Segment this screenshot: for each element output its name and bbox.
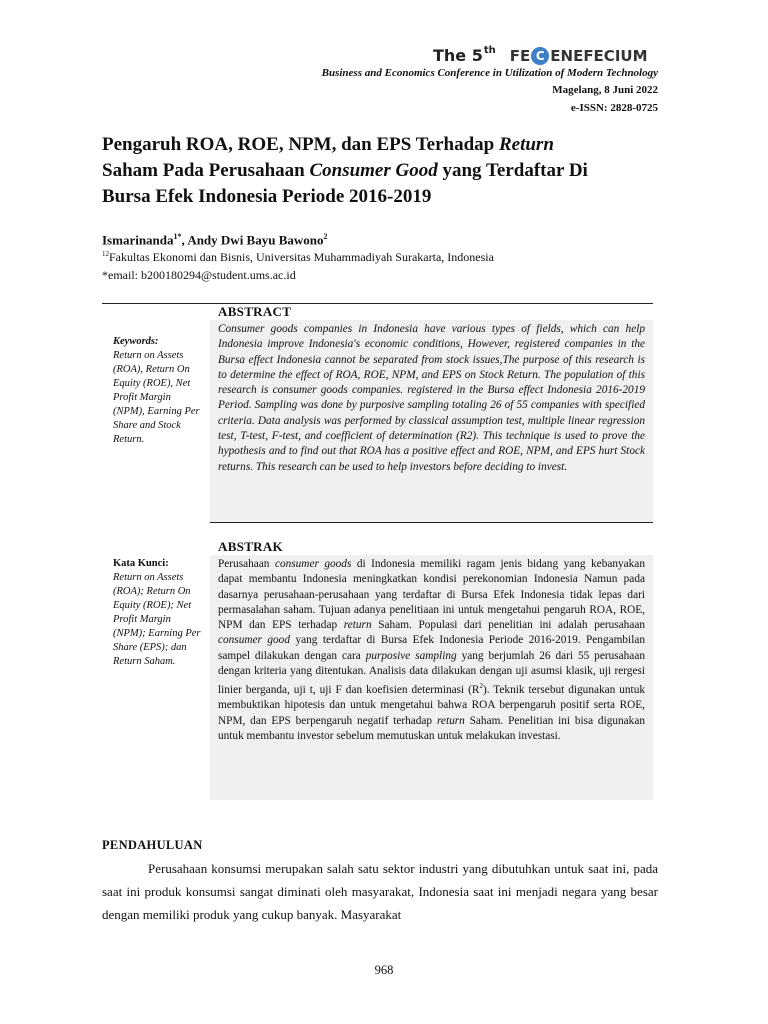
conference-date: Magelang, 8 Juni 2022 bbox=[552, 84, 658, 96]
logo-brand bbox=[510, 46, 648, 66]
logo-edition-suffix: th bbox=[483, 45, 496, 56]
section-heading-introduction: PENDAHULUAN bbox=[102, 838, 203, 852]
abstrak-text bbox=[210, 555, 653, 800]
author-1-sup: 1* bbox=[173, 232, 182, 241]
abstrak-t8: purposive sampling bbox=[365, 649, 457, 662]
conference-issn: e-ISSN: 2828-0725 bbox=[570, 102, 658, 114]
abstrak-t10: ). Teknik tersebut digunakan untuk membuktikan hipotesis dan untuk mengetahui bahwa ROA berpengaruh positif serta ROE, NPM, dan EPS berpengaruh negatif terhadap bbox=[218, 684, 645, 727]
kata-kunci-text: Return on Assets (ROA); Return On Equity (ROE); Net Profit Margin (NPM); Earning Per Share (EPS); dan Return Saham. bbox=[113, 572, 201, 667]
author-2: , Andy Dwi Bayu Bawono bbox=[181, 232, 324, 248]
title-line-2c: yang Terdaftar Di bbox=[437, 160, 588, 181]
author-list bbox=[102, 232, 328, 248]
keywords-label: Keywords: bbox=[113, 336, 159, 347]
title-line-1b: Return bbox=[498, 134, 554, 155]
keywords-text: Return on Assets (ROA), Return On Equity (ROE), Net Profit Margin (NPM), Earning Per Share and Stock Return. bbox=[113, 350, 200, 445]
introduction-text: Perusahaan konsumsi merupakan salah satu sektor industri yang dibutuhkan untuk saat ini, pada saat ini produk konsumsi sangat diminati oleh masyarakat, Indonesia saat ini menjadi negara yang besar dengan memiliki produk yang cukup banyak. Masyarakat bbox=[102, 861, 658, 922]
conference-logo bbox=[433, 40, 648, 66]
author-2-sup: 2 bbox=[323, 232, 328, 241]
page-number: 968 bbox=[374, 963, 394, 977]
abstract-heading: ABSTRACT bbox=[218, 304, 292, 319]
abstrak-t9: yang berjumlah 26 dari 55 perusahaan dengan kriteria yang ditentukan. Analisis data dilakukan dengan uji asumsi klasik, uji rergesi linier berganda, uji t, uji F dan koefisien determinasi (R bbox=[218, 649, 645, 697]
logo-brand-prefix: FE bbox=[509, 47, 531, 65]
abstrak-t2: consumer goods bbox=[274, 558, 352, 570]
author-1: Ismarinanda bbox=[102, 232, 174, 248]
abstrak-t5: Saham. Populasi dari penelitian ini adalah perusahaan bbox=[371, 619, 645, 632]
kata-kunci-block bbox=[113, 557, 205, 669]
conference-name: Business and Economics Conference in Utilization of Modern Technology bbox=[321, 67, 658, 79]
abstrak-t6: consumer good bbox=[218, 634, 290, 647]
abstrak-t11: return bbox=[436, 714, 465, 727]
affiliation bbox=[102, 250, 494, 265]
keywords-block bbox=[113, 335, 205, 447]
abstract-text: Consumer goods companies in Indonesia have various types of fields, which can help Indonesia improve Indonesia's economic conditions, However, registered companies in the Bursa effect Indonesia cannot be separated from stock issues,The purpose of this research is to determine the effect of ROA, ROE, NPM, and EPS on Stock Return. The population of this research is consumer goods companies. registered in the Bursa effect Indonesia 2016-2019 Period. Sampling was done by purposive sampling totaling 26 of 55 companies with specified criteria. Data analysis was performed by classical assumption test, multiple linear regression test, T-test, F-test, and coefficient of determination (R2). This technique is used to prove the hypothesis and to find out that ROA has a positive effect and ROE, NPM, and EPS hurt Stock returns. This research can be used to help investors before deciding to invest. bbox=[210, 320, 653, 522]
kata-kunci-label: Kata Kunci: bbox=[113, 558, 169, 569]
abstrak-t4: return bbox=[343, 619, 372, 632]
affiliation-text: Fakultas Ekonomi dan Bisnis, Universitas Muhammadiyah Surakarta, Indonesia bbox=[109, 250, 494, 264]
logo-brand-suffix: ENEFECIUM bbox=[550, 47, 648, 65]
title-line-2a: Saham Pada Perusahaan bbox=[102, 160, 310, 181]
affiliation-sup: 12 bbox=[102, 250, 109, 258]
title-line-3: Bursa Efek Indonesia Periode 2016-2019 bbox=[102, 186, 432, 207]
abstrak-t3: di Indonesia memiliki ragam jenis bidang yang kebanyakan dapat membantu Indonesia meningkatkan kondisi perekonomian Indonesia Namun pada dasarnya perusahaan-perusahaan yang terdaftar di Bursa Efek Indonesia tidak lepas dari permasalahan saham. Tujuan adanya penelitiaan ini untuk mengetahui pengaruh ROA, ROE, NPM dan EPS terhadap bbox=[218, 558, 645, 632]
abstrak-t1: Perusahaan bbox=[218, 558, 275, 570]
title-line-2b: Consumer Good bbox=[309, 160, 438, 181]
abstrak-t12: Saham. Penelitian ini bisa digunakan untuk membantu investor sebelum memutuskan untuk melakukan investasi. bbox=[218, 714, 645, 743]
logo-c-icon: C bbox=[531, 47, 549, 65]
logo-edition: The 5 bbox=[433, 46, 483, 65]
title-line-1a: Pengaruh ROA, ROE, NPM, dan EPS Terhadap bbox=[102, 134, 499, 155]
author-email: *email: b200180294@student.ums.ac.id bbox=[102, 268, 296, 282]
abstrak-t9-sup: 2 bbox=[479, 682, 483, 691]
abstract-bottom-rule bbox=[210, 522, 653, 523]
introduction-paragraph bbox=[102, 857, 658, 926]
paper-title bbox=[102, 132, 662, 210]
abstrak-heading: ABSTRAK bbox=[218, 539, 283, 554]
abstrak-t7: yang terdaftar di Bursa Efek Indonesia Periode 2016-2019. Pengambilan sampel dilakukan dengan cara bbox=[218, 634, 645, 662]
abstract-top-rule bbox=[102, 303, 653, 304]
